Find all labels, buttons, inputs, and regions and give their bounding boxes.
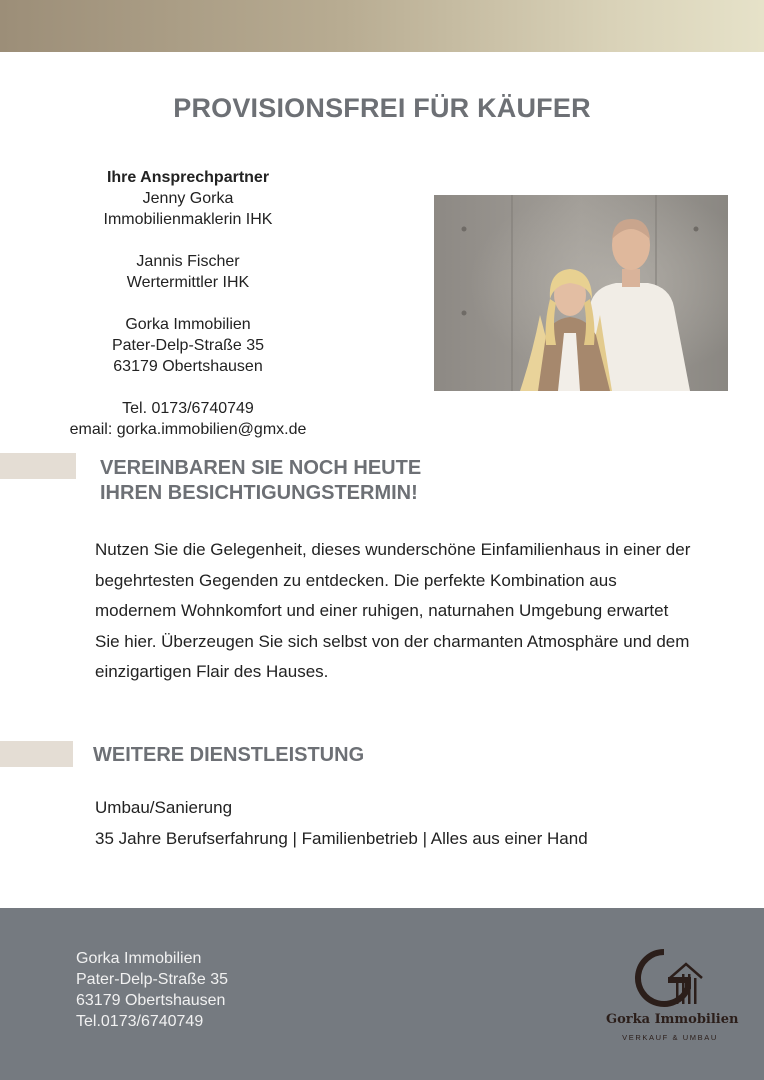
footer-address bbox=[76, 948, 228, 1032]
footer bbox=[0, 908, 764, 1080]
accent-bar-appointment bbox=[0, 453, 76, 479]
footer-street: Pater-Delp-Straße 35 bbox=[76, 971, 229, 988]
contact-persons-photo bbox=[434, 195, 728, 391]
services-line2: 35 Jahre Berufserfahrung | Familienbetrieb | Alles aus einer Hand bbox=[95, 829, 588, 848]
footer-company: Gorka Immobilien bbox=[76, 950, 202, 967]
appointment-title-line1: VEREINBAREN SIE NOCH HEUTE bbox=[100, 457, 422, 479]
company-logo bbox=[606, 944, 739, 1048]
logo-mark-icon bbox=[606, 944, 734, 1010]
top-gradient-band bbox=[0, 0, 764, 52]
footer-phone: Tel.0173/6740749 bbox=[76, 1013, 204, 1030]
services-line1: Umbau/Sanierung bbox=[95, 798, 233, 817]
contact-person1-name: Jenny Gorka bbox=[142, 190, 234, 207]
contact-block bbox=[40, 167, 336, 440]
appointment-text: Nutzen Sie die Gelegenheit, dieses wunderschöne Einfamilienhaus in einer der begehrtesten Gegenden zu entdecken. Die perfekte Kombination aus modernem Wohnkomfort und einer ruhigen, naturnahen Umgebung erwartet Sie hier. Überzeugen Sie sich selbst von der charmanten Atmosphäre und dem einzigartigen Flair des Hauses. bbox=[95, 540, 691, 681]
logo-name: Gorka Immobilien bbox=[606, 1012, 739, 1027]
footer-city: 63179 Obertshausen bbox=[76, 992, 226, 1009]
contact-company: Gorka Immobilien bbox=[125, 316, 251, 333]
accent-bar-services bbox=[0, 741, 73, 767]
photo-illustration bbox=[434, 195, 728, 391]
contact-title: Ihre Ansprechpartner bbox=[106, 169, 270, 186]
contact-email: email: gorka.immobilien@gmx.de bbox=[69, 421, 307, 438]
services-title: WEITERE DIENSTLEISTUNG bbox=[93, 744, 365, 766]
contact-street: Pater-Delp-Straße 35 bbox=[111, 337, 265, 354]
contact-phone: Tel. 0173/6740749 bbox=[122, 400, 254, 417]
contact-person1-role: Immobilienmaklerin IHK bbox=[103, 211, 273, 228]
appointment-title-line2: IHREN BESICHTIGUNGSTERMIN! bbox=[100, 482, 418, 504]
contact-person2-role: Wertermittler IHK bbox=[126, 274, 250, 291]
contact-city: 63179 Obertshausen bbox=[113, 358, 263, 375]
contact-person2-name: Jannis Fischer bbox=[136, 253, 240, 270]
page-headline: PROVISIONSFREI FÜR KÄUFER bbox=[173, 93, 591, 123]
appointment-title bbox=[100, 456, 421, 506]
logo-tagline: VERKAUF & UMBAU bbox=[622, 1033, 718, 1042]
services-list bbox=[95, 792, 715, 854]
